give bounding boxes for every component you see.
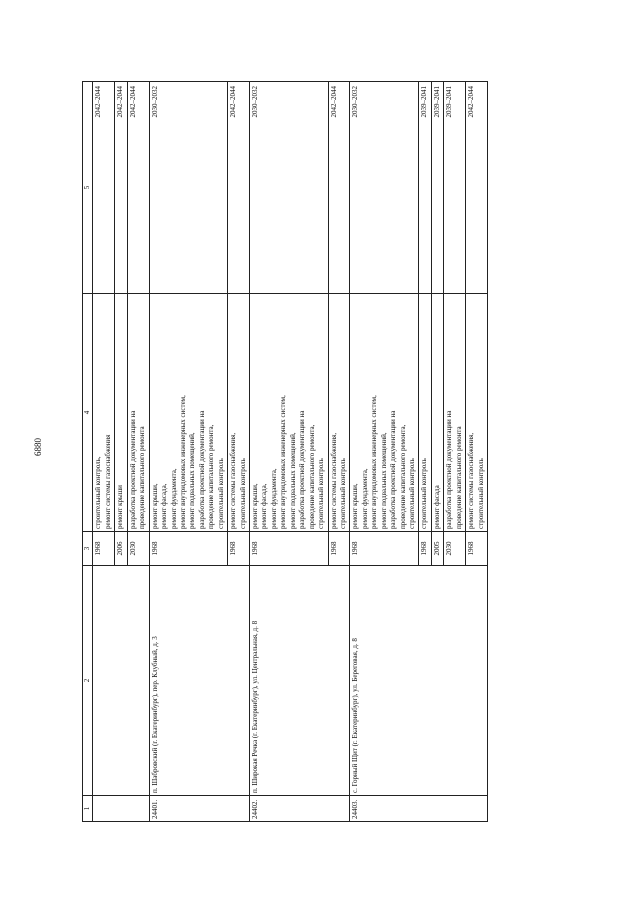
cell-work	[115, 294, 127, 532]
work-line: проведение капитального ремонта	[454, 426, 463, 529]
work-line: ремонт крыши,	[150, 483, 159, 529]
cell-address: с. Горный Щит (г. Екатеринбург), ул. Береговая, д. 8	[350, 566, 488, 796]
work-line: ремонт системы газоснабжения	[103, 434, 112, 529]
cell-address: п. Широкая Речка (г. Екатеринбург), ул. Центральная, д. 8	[250, 566, 350, 796]
table-body	[93, 82, 488, 822]
cell-period: 2042–2044	[93, 82, 115, 294]
header-col-2: 2	[83, 566, 93, 796]
cell-work	[250, 294, 329, 532]
work-line: ремонт подвальных помещений,	[188, 432, 197, 529]
work-line: ремонт системы газоснабжения,	[229, 432, 238, 529]
work-line: ремонт подвальных помещений,	[288, 432, 297, 529]
cell-period: 2042–2044	[328, 82, 350, 294]
cell-address: п. Шабровский (г. Екатеринбург), пер. Клубный, д. 3	[149, 566, 249, 796]
work-line: ремонт внутридомовых инженерных систем,	[279, 395, 288, 529]
work-line: строительный контроль	[408, 458, 416, 529]
cell-number	[93, 796, 149, 822]
work-line: ремонт крыши	[116, 485, 125, 529]
work-line: ремонт крыши,	[351, 483, 360, 529]
cell-period: 2039–2041	[419, 82, 431, 294]
cell-work	[466, 294, 488, 532]
table-row	[93, 82, 115, 822]
cell-period: 2042–2044	[127, 82, 149, 294]
cell-work	[328, 294, 350, 532]
header-col-5: 5	[83, 82, 93, 294]
cell-period: 2042–2044	[228, 82, 250, 294]
work-line: разработка проектной документации на	[197, 410, 206, 529]
cell-number: 24403.	[350, 796, 488, 822]
cell-work	[419, 294, 431, 532]
work-line: ремонт крыши,	[251, 483, 259, 529]
table-row	[149, 82, 228, 822]
cell-year: 1968	[93, 532, 115, 566]
cell-year: 1968	[350, 532, 419, 566]
cell-year: 1968	[250, 532, 329, 566]
table-row	[350, 82, 419, 822]
work-line: ремонт внутридомовых инженерных систем,	[370, 395, 379, 529]
cell-year: 2006	[115, 532, 127, 566]
work-line: проведение капитального ремонта,	[207, 424, 216, 529]
work-line: разработка проектной документации на	[128, 410, 137, 529]
cell-address	[93, 566, 149, 796]
cell-work	[127, 294, 149, 532]
work-line: проведение капитального ремонта,	[307, 424, 316, 529]
work-line: строительный контроль,	[94, 456, 103, 529]
cell-year: 1968	[228, 532, 250, 566]
cell-work	[431, 294, 443, 532]
repair-schedule-table	[82, 81, 488, 822]
cell-work	[149, 294, 228, 532]
work-line: ремонт системы газоснабжения,	[467, 432, 476, 529]
cell-number: 24402.	[250, 796, 350, 822]
cell-year: 2005	[431, 532, 443, 566]
header-col-4: 4	[83, 294, 93, 532]
work-line: ремонт внутридомовых инженерных систем,	[178, 395, 187, 529]
cell-year: 2030	[444, 532, 466, 566]
page-number: 6880	[33, 438, 43, 456]
work-line: ремонт подвальных помещений,	[379, 432, 388, 529]
cell-period: 2042–2044	[466, 82, 488, 294]
work-line: строительный контроль	[238, 458, 247, 529]
cell-period: 2039–2041	[444, 82, 466, 294]
rotated-table-container	[82, 82, 568, 822]
cell-year: 1968	[328, 532, 350, 566]
cell-period: 2030–2032	[149, 82, 228, 294]
table-row	[250, 82, 329, 822]
work-line: разработка проектной документации на	[298, 410, 307, 529]
header-col-1: 1	[83, 796, 93, 822]
cell-year: 1968	[419, 532, 431, 566]
work-line: строительный контроль	[476, 458, 485, 529]
cell-work	[350, 294, 419, 532]
cell-period: 2030–2032	[350, 82, 419, 294]
work-line: строительный контроль	[338, 458, 347, 529]
work-line: ремонт фундамента,	[360, 468, 369, 529]
work-line: разработка проектной документации на	[389, 410, 398, 529]
work-line: ремонт фундамента,	[169, 468, 178, 529]
cell-work	[444, 294, 466, 532]
header-row	[83, 82, 93, 822]
cell-year: 1968	[466, 532, 488, 566]
cell-period: 2042–2044	[115, 82, 127, 294]
cell-work	[228, 294, 250, 532]
cell-year: 1968	[149, 532, 228, 566]
work-line: ремонт фасада	[432, 485, 441, 529]
cell-period: 2039–2041	[431, 82, 443, 294]
work-line: строительный контроль	[216, 458, 225, 529]
cell-work	[93, 294, 115, 532]
work-line: ремонт системы газоснабжения,	[329, 432, 338, 529]
work-line: ремонт фасада,	[260, 483, 269, 529]
cell-year: 2030	[127, 532, 149, 566]
cell-number: 24401.	[149, 796, 249, 822]
cell-period: 2030–2032	[250, 82, 329, 294]
header-col-3: 3	[83, 532, 93, 566]
work-line: проведение капитального ремонта,	[398, 424, 407, 529]
work-line: ремонт фундамента,	[269, 468, 278, 529]
work-line: строительный контроль	[420, 458, 429, 529]
work-line: разработка проектной документации на	[445, 410, 454, 529]
work-line: строительный контроль	[317, 458, 326, 529]
work-line: ремонт фасада,	[160, 483, 169, 529]
work-line: проведение капитального ремонта	[138, 426, 147, 529]
